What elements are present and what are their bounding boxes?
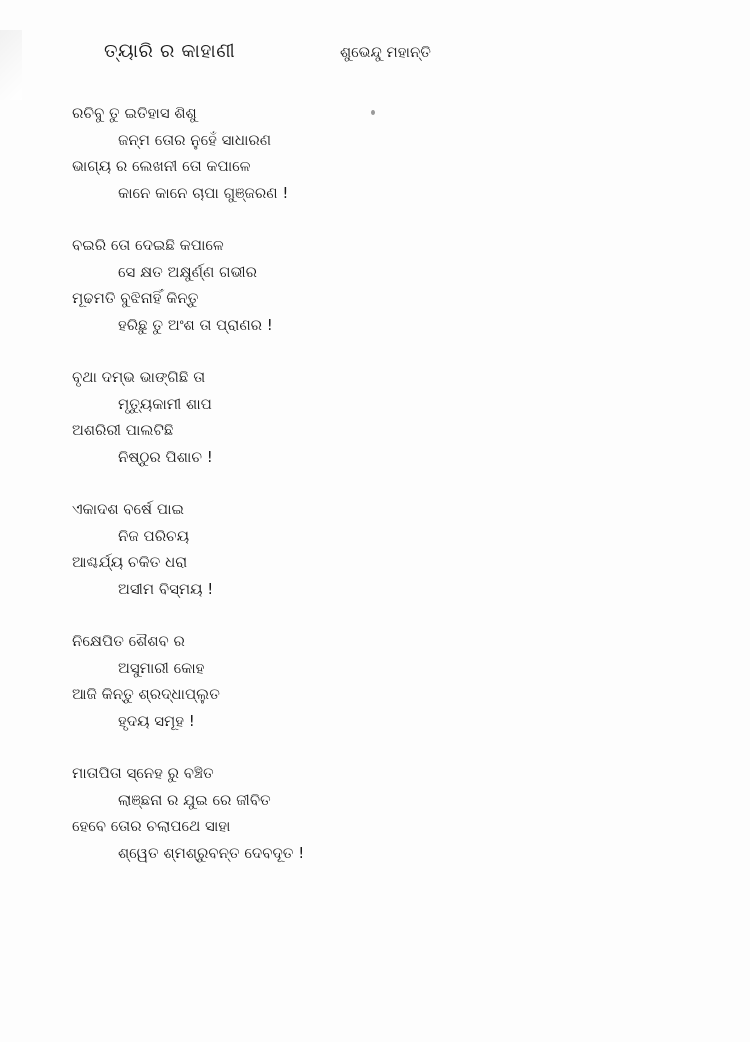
poem-line: ଅଶରିରୀ ପାଲଟିଛି xyxy=(72,421,174,439)
poem-line-indented: ହୃଦୟ ସମୂହ ! xyxy=(118,711,195,730)
poem-line: ନିକ୍ଷେପିତ ଶୈଶବ ର xyxy=(72,632,185,650)
poem-line-indented: ସେ କ୍ଷତ ଅକ୍ଷୁର୍ଣ୍ଣ ଗଭୀର xyxy=(118,262,258,281)
poem-body xyxy=(72,100,632,892)
poem-line: ଆଜି କିନ୍ତୁ ଶ୍ରଦ୍ଧାପ୍ଲୁତ xyxy=(72,685,220,703)
poem-line-indented: ଜନ୍ମ ତୋର ନୁହେଁ ସାଧାରଣ xyxy=(118,130,272,149)
poem-line: ମାତାପିତା ସ୍ନେହ ରୁ ବଞ୍ଚିତ xyxy=(72,764,214,782)
stanza-3 xyxy=(72,364,632,470)
stanza-1 xyxy=(72,100,632,206)
poem-line: ଭାଗ୍ୟ ର ଲେଖନୀ ତୋ କପାଳେ xyxy=(72,157,251,175)
poem-title: ତ୍ୟାରି ର କାହାଣୀ xyxy=(104,40,236,62)
poem-line-indented: ନିଜ ପରିଚୟ xyxy=(118,526,190,545)
poem-line: ହେବେ ତୋର ଚଲାପଥେ ସାହା xyxy=(72,817,231,835)
poem-line: ବୃଥା ଦମ୍ଭ ଭାଙ୍ଗିଛି ତା xyxy=(72,368,206,386)
poem-line-indented: ହରିଛୁ ତୁ ଅଂଶ ତା ପ୍ରାଣର ! xyxy=(118,315,273,334)
poem-line: ରଚିବୁ ତୁ ଇତିହାସ ଶିଶୁ xyxy=(72,104,197,122)
poem-line: ଏକାଦଶ ବର୍ଷେ ପାଇ xyxy=(72,500,185,518)
poem-line: ଆଶ୍ଚର୍ଯ୍ୟ ଚକିତ ଧରା xyxy=(72,553,188,571)
poem-line-indented: ଅସୀମ ବିସ୍ମୟ ! xyxy=(118,579,214,598)
poem-line-indented: ଲାଞ୍ଛନା ର ଯୁଇ ରେ ଜୀବିତ xyxy=(118,790,271,809)
poem-line-indented: କାନେ କାନେ ଚାପା ଗୁଞ୍ଜରଣ ! xyxy=(118,183,289,202)
poem-line-indented: ମୃତ୍ୟୁକାମୀ ଶାପ xyxy=(118,394,212,413)
poem-line-indented: ନିଷ୍ଠୁର ପିଶାଚ ! xyxy=(118,447,213,466)
stanza-6 xyxy=(72,760,632,866)
poem-author: ଶୁଭେନ୍ଦୁ ମହାନ୍ତି xyxy=(340,43,431,61)
poem-line-indented: ଶ୍ୱେତ ଶ୍ମଶ୍ରୁବନ୍ତ ଦେବଦୂତ ! xyxy=(118,843,305,862)
stanza-4 xyxy=(72,496,632,602)
poem-header xyxy=(0,40,750,76)
poem-line: ବଇରି ତୋ ଦେଇଛି କପାଳେ xyxy=(72,236,224,254)
poem-line: ମୂଢମତି ବୁଝିନାହିଁ କିନ୍ତୁ xyxy=(72,289,199,307)
stanza-5 xyxy=(72,628,632,734)
stanza-2 xyxy=(72,232,632,338)
poem-line-indented: ଅସୁମାରୀ କୋହ xyxy=(118,658,205,677)
